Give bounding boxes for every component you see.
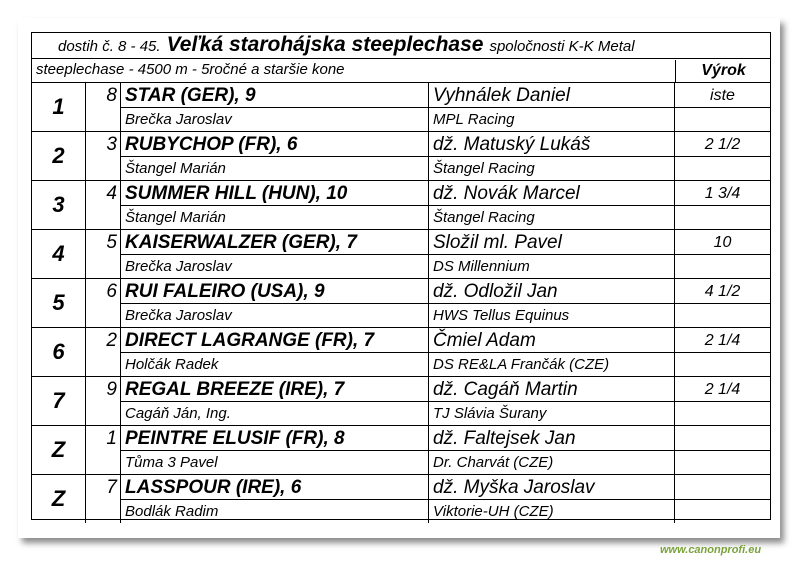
empty-cell — [675, 255, 770, 278]
jockey-name: Složil ml. Pavel — [429, 230, 675, 255]
horse-name: RUBYCHOP (FR), 6 — [121, 132, 429, 157]
empty-cell — [675, 402, 770, 425]
jockey-name: dž. Novák Marcel — [429, 181, 675, 206]
empty-cell — [675, 451, 770, 474]
horse-name: RUI FALEIRO (USA), 9 — [121, 279, 429, 304]
trainer-name: Holčák Radek — [121, 353, 429, 376]
start-number: 1 — [86, 426, 121, 451]
finish-position: 4 — [32, 230, 86, 278]
empty-cell — [86, 353, 121, 376]
start-number: 4 — [86, 181, 121, 206]
horse-name: KAISERWALZER (GER), 7 — [121, 230, 429, 255]
start-number: 5 — [86, 230, 121, 255]
race-sponsor: spoločnosti K-K Metal — [489, 38, 635, 55]
race-conditions: steeplechase - 4500 m - 5ročné a staršie kone — [36, 61, 345, 78]
horse-name: DIRECT LAGRANGE (FR), 7 — [121, 328, 429, 353]
result-rows — [32, 83, 770, 523]
empty-cell — [675, 108, 770, 131]
start-number: 7 — [86, 475, 121, 500]
trainer-name: Bodlák Radim — [121, 500, 429, 523]
jockey-name: dž. Cagáň Martin — [429, 377, 675, 402]
empty-cell — [86, 255, 121, 278]
horse-name: SUMMER HILL (HUN), 10 — [121, 181, 429, 206]
finish-position: Z — [32, 475, 86, 523]
empty-cell — [86, 500, 121, 523]
finish-margin: 10 — [713, 234, 732, 251]
empty-cell — [675, 304, 770, 327]
empty-cell — [675, 206, 770, 229]
finish-position: 3 — [32, 181, 86, 229]
result-row — [32, 328, 770, 377]
result-row — [32, 181, 770, 230]
result-row — [32, 132, 770, 181]
result-row — [32, 230, 770, 279]
empty-cell — [86, 108, 121, 131]
empty-cell — [675, 353, 770, 376]
finish-margin — [675, 475, 770, 500]
jockey-name: Vyhnálek Daniel — [429, 83, 675, 108]
margin-column-header: Výrok — [675, 60, 771, 82]
finish-margin: 2 1/4 — [704, 381, 741, 398]
finish-position: Z — [32, 426, 86, 474]
owner-name: Štangel Racing — [429, 157, 675, 180]
trainer-name: Brečka Jaroslav — [121, 304, 429, 327]
owner-name: TJ Slávia Šurany — [429, 402, 675, 425]
trainer-name: Štangel Marián — [121, 206, 429, 229]
finish-margin: 4 1/2 — [704, 283, 741, 300]
horse-name: LASSPOUR (IRE), 6 — [121, 475, 429, 500]
result-row — [32, 475, 770, 523]
finish-margin: 1 3/4 — [704, 185, 741, 202]
result-row — [32, 377, 770, 426]
race-title: Veľká starohájska steeplechase — [166, 33, 484, 56]
start-number: 6 — [86, 279, 121, 304]
horse-name: STAR (GER), 9 — [121, 83, 429, 108]
race-title-bar — [32, 33, 770, 59]
finish-position: 6 — [32, 328, 86, 376]
owner-name: MPL Racing — [429, 108, 675, 131]
finish-position: 5 — [32, 279, 86, 327]
results-table — [31, 32, 771, 520]
owner-name: HWS Tellus Equinus — [429, 304, 675, 327]
finish-margin: 2 1/2 — [704, 136, 741, 153]
empty-cell — [86, 304, 121, 327]
jockey-name: Čmiel Adam — [429, 328, 675, 353]
race-conditions-bar — [32, 60, 770, 83]
owner-name: DS Millennium — [429, 255, 675, 278]
watermark: www.canonprofi.eu — [660, 544, 762, 556]
owner-name: Štangel Racing — [429, 206, 675, 229]
result-row — [32, 426, 770, 475]
finish-margin — [675, 426, 770, 451]
jockey-name: dž. Faltejsek Jan — [429, 426, 675, 451]
jockey-name: dž. Odložil Jan — [429, 279, 675, 304]
result-row — [32, 83, 770, 132]
empty-cell — [86, 157, 121, 180]
empty-cell — [675, 157, 770, 180]
jockey-name: dž. Matuský Lukáš — [429, 132, 675, 157]
finish-position: 2 — [32, 132, 86, 180]
start-number: 2 — [86, 328, 121, 353]
trainer-name: Brečka Jaroslav — [121, 108, 429, 131]
start-number: 3 — [86, 132, 121, 157]
result-row — [32, 279, 770, 328]
trainer-name: Tůma 3 Pavel — [121, 451, 429, 474]
owner-name: DS RE&LA Frančák (CZE) — [429, 353, 675, 376]
horse-name: REGAL BREEZE (IRE), 7 — [121, 377, 429, 402]
race-number: dostih č. 8 - 45. — [58, 38, 161, 55]
finish-margin: 2 1/4 — [704, 332, 741, 349]
finish-position: 7 — [32, 377, 86, 425]
finish-margin: iste — [710, 87, 735, 104]
jockey-name: dž. Myška Jaroslav — [429, 475, 675, 500]
empty-cell — [86, 206, 121, 229]
trainer-name: Štangel Marián — [121, 157, 429, 180]
start-number: 8 — [86, 83, 121, 108]
finish-position: 1 — [32, 83, 86, 131]
empty-cell — [675, 500, 770, 523]
empty-cell — [86, 402, 121, 425]
start-number: 9 — [86, 377, 121, 402]
empty-cell — [86, 451, 121, 474]
horse-name: PEINTRE ELUSIF (FR), 8 — [121, 426, 429, 451]
trainer-name: Brečka Jaroslav — [121, 255, 429, 278]
trainer-name: Cagáň Ján, Ing. — [121, 402, 429, 425]
owner-name: Dr. Charvát (CZE) — [429, 451, 675, 474]
owner-name: Viktorie-UH (CZE) — [429, 500, 675, 523]
